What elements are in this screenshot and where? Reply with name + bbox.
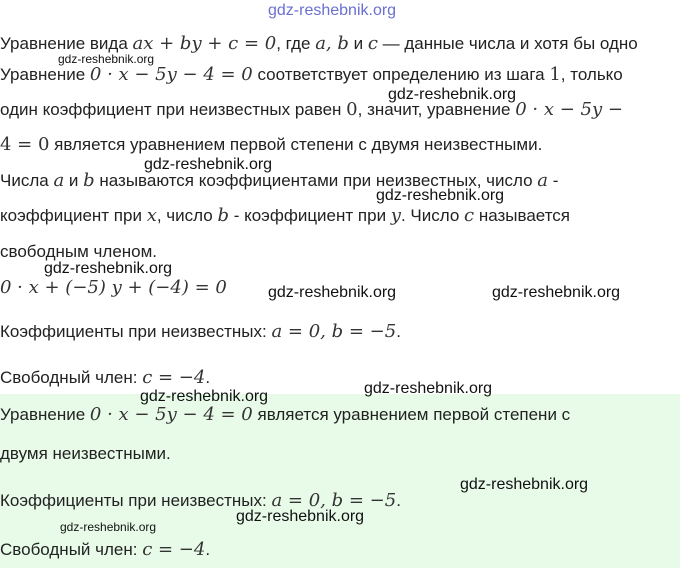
watermark: gdz-reshebnik.org [268,284,397,301]
watermark: gdz-reshebnik.org [236,508,365,525]
solution-line-5: Числа a и b называются коэффициентами при неизвестных, число a - [0,170,559,191]
watermark: gdz-reshebnik.org [376,187,505,204]
watermark: gdz-reshebnik.org [144,156,273,173]
solution-line-4: 4 = 0 является уравнением первой степени с двумя неизвестными. [0,134,543,155]
solution-line-3: один коэффициент при неизвестных равен 0, значит, уравнение 0 · x − 5y − [0,99,623,120]
answer-coefficients-line: Коэффициенты при неизвестных: a = 0, b = −5. [0,490,401,511]
solution-line-6: коэффициент при x, число b - коэффициент при y. Число c называется [0,205,570,226]
watermark: gdz-reshebnik.org [364,380,493,397]
watermark: gdz-reshebnik.org [460,476,589,493]
free-term-line: Свободный член: c = −4. [0,367,211,388]
solution-line-7: свободным членом. [0,242,158,261]
watermark: gdz-reshebnik.org [492,284,621,301]
watermark: gdz-reshebnik.org [60,520,157,534]
watermark: gdz-reshebnik.org [58,52,155,66]
watermark: gdz-reshebnik.org [388,86,517,103]
watermark: gdz-reshebnik.org [140,388,269,405]
coefficients-line: Коэффициенты при неизвестных: a = 0, b = −5. [0,321,401,342]
solution-line-1: Уравнение вида ax + by + c = 0, где a, b и c — данные числа и хотя бы одно [0,33,638,54]
solution-line-2: Уравнение 0 · x − 5y − 4 = 0 соответствует определению из шага 1, только [0,64,623,85]
equation-expanded: 0 · x + (−5) y + (−4) = 0 [0,277,227,298]
answer-line-2: двумя неизвестными. [0,444,171,463]
watermark: gdz-reshebnik.org [44,260,173,277]
watermark: gdz-reshebnik.org [268,2,397,19]
answer-free-term-line: Свободный член: c = −4. [0,539,211,560]
answer-line-1: Уравнение 0 · x − 5y − 4 = 0 является уравнением первой степени с [0,404,571,425]
